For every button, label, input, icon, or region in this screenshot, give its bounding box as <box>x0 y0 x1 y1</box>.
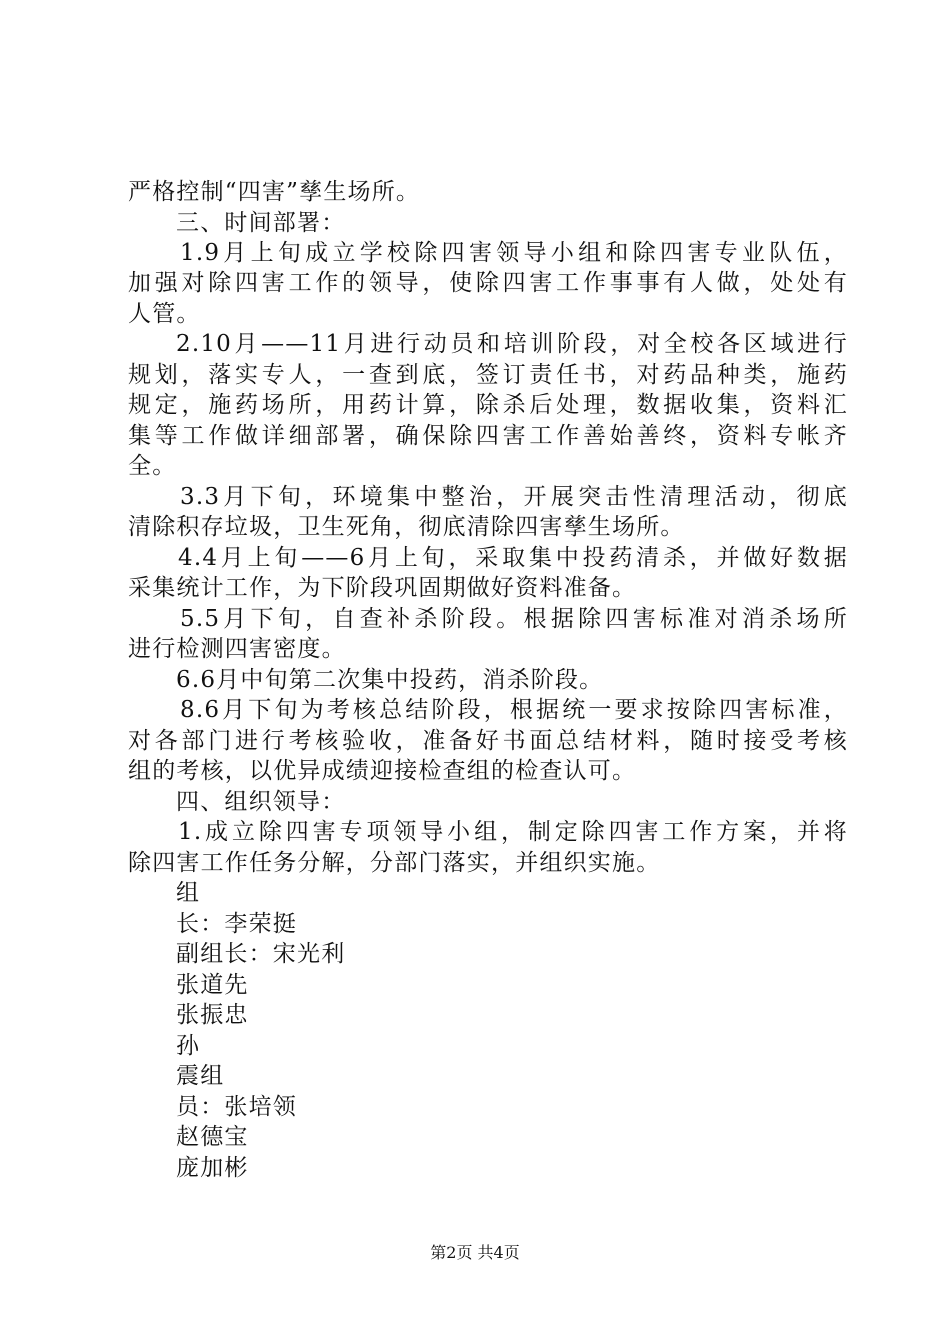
member-line: 副组长：宋光利 <box>176 941 346 967</box>
text-line: 5.5月下旬，自查补杀阶段。根据除四害标准对消杀场所 <box>180 606 848 632</box>
text-line: 组的考核，以优异成绩迎接检查组的检查认可。 <box>128 758 637 784</box>
text-line: 2.10月——11月进行动员和培训阶段，对全校各区域进行 <box>176 331 848 357</box>
text-line: 对各部门进行考核验收，准备好书面总结材料，随时接受考核 <box>128 728 848 754</box>
text-line: 3.3月下旬，环境集中整治，开展突击性清理活动，彻底 <box>180 484 848 510</box>
member-line: 长：李荣挺 <box>176 911 297 937</box>
section-heading: 四、组织领导： <box>176 789 346 815</box>
text-line: 采集统计工作，为下阶段巩固期做好资料准备。 <box>128 575 637 601</box>
text-line: 1.成立除四害专项领导小组，制定除四害工作方案，并将 <box>178 819 848 845</box>
text-line: 6.6月中旬第二次集中投药，消杀阶段。 <box>176 667 604 693</box>
member-line: 员：张培领 <box>176 1094 297 1120</box>
member-line: 张振忠 <box>176 1002 249 1028</box>
text-line: 进行检测四害密度。 <box>128 636 346 662</box>
text-line: 加强对除四害工作的领导，使除四害工作事事有人做，处处有 <box>128 270 848 296</box>
text-line: 规划，落实专人，一查到底，签订责任书，对药品种类，施药 <box>128 362 848 388</box>
member-line: 赵德宝 <box>176 1124 249 1150</box>
text-line: 集等工作做详细部署，确保除四害工作善始善终，资料专帐齐 <box>128 423 848 449</box>
text-line: 1.9月上旬成立学校除四害领导小组和除四害专业队伍， <box>180 240 848 266</box>
member-line: 震组 <box>176 1063 225 1089</box>
text-line: 清除积存垃圾，卫生死角，彻底清除四害孳生场所。 <box>128 514 685 540</box>
text-line: 规定，施药场所，用药计算，除杀后处理，数据收集，资料汇 <box>128 392 848 418</box>
text-line: 4.4月上旬——6月上旬，采取集中投药清杀，并做好数据 <box>178 545 848 571</box>
member-line: 庞加彬 <box>176 1155 249 1181</box>
page-footer: 第2页 共4页 <box>430 1243 520 1262</box>
member-line: 张道先 <box>176 972 249 998</box>
text-line: 人管。 <box>128 301 201 327</box>
text-line: 8.6月下旬为考核总结阶段，根据统一要求按除四害标准， <box>180 697 848 723</box>
text-line: 全。 <box>128 453 177 479</box>
text-line: 除四害工作任务分解，分部门落实，并组织实施。 <box>128 850 661 876</box>
member-line: 组 <box>176 880 201 906</box>
section-heading: 三、时间部署： <box>176 210 346 236</box>
text-line: 严格控制“四害”孳生场所。 <box>128 179 421 205</box>
member-line: 孙 <box>176 1033 201 1059</box>
